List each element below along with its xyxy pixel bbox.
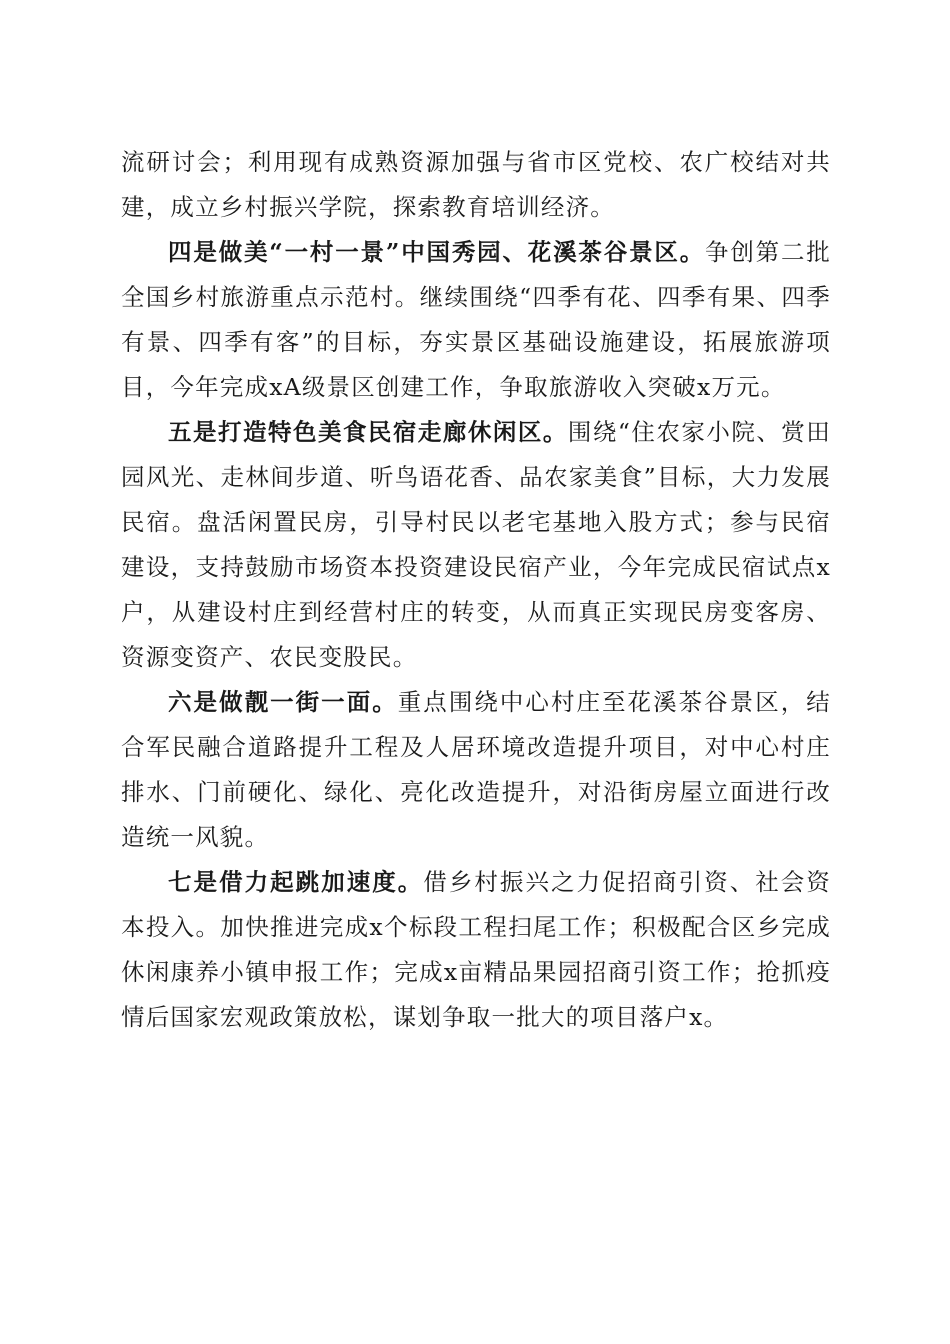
continuation-paragraph: 流研讨会；利用现有成熟资源加强与省市区党校、农广校结对共建，成立乡村振兴学院，探索教育培训经济。 bbox=[121, 148, 831, 221]
paragraph-text: 围绕“住农家小院、赏田园风光、走林间步道、听鸟语花香、品农家美食”目标，大力发展民宿。盘活闲置民房，引导村民以老宅基地入股方式；参与民宿建设，支持鼓励市场资本投资建设民宿产业，今年完成民宿试点x户，从建设村庄到经营村庄的转变，从而真正实现民房变客房、资源变资产、农民变股民。 bbox=[121, 418, 832, 671]
paragraph-seven bbox=[121, 860, 831, 1040]
document-body bbox=[121, 140, 831, 1040]
paragraph-five bbox=[121, 410, 831, 680]
paragraph-heading: 四是做美“一村一景”中国秀园、花溪茶谷景区。 bbox=[168, 238, 706, 266]
paragraph-text: 争创第二批全国乡村旅游重点示范村。继续围绕“四季有花、四季有果、四季有景、四季有客”的目标，夯实景区基础设施建设，拓展旅游项目，今年完成xA级景区创建工作，争取旅游收入突破x万元。 bbox=[121, 238, 832, 401]
paragraph-text: 重点围绕中心村庄至花溪茶谷景区，结合军民融合道路提升工程及人居环境改造提升项目，对中心村庄排水、门前硬化、绿化、亮化改造提升，对沿街房屋立面进行改造统一风貌。 bbox=[121, 688, 831, 851]
paragraph-heading: 五是打造特色美食民宿走廊休闲区。 bbox=[168, 418, 568, 446]
paragraph-four bbox=[121, 230, 831, 410]
paragraph-six bbox=[121, 680, 831, 860]
paragraph-heading: 六是做靓一街一面。 bbox=[168, 688, 398, 716]
paragraph-heading: 七是借力起跳加速度。 bbox=[168, 868, 424, 896]
paragraph-text: 借乡村振兴之力促招商引资、社会资本投入。加快推进完成x个标段工程扫尾工作；积极配合区乡完成休闲康养小镇申报工作；完成x亩精品果园招商引资工作；抢抓疫情后国家宏观政策放松，谋划争取一批大的项目落户x。 bbox=[121, 868, 832, 1031]
